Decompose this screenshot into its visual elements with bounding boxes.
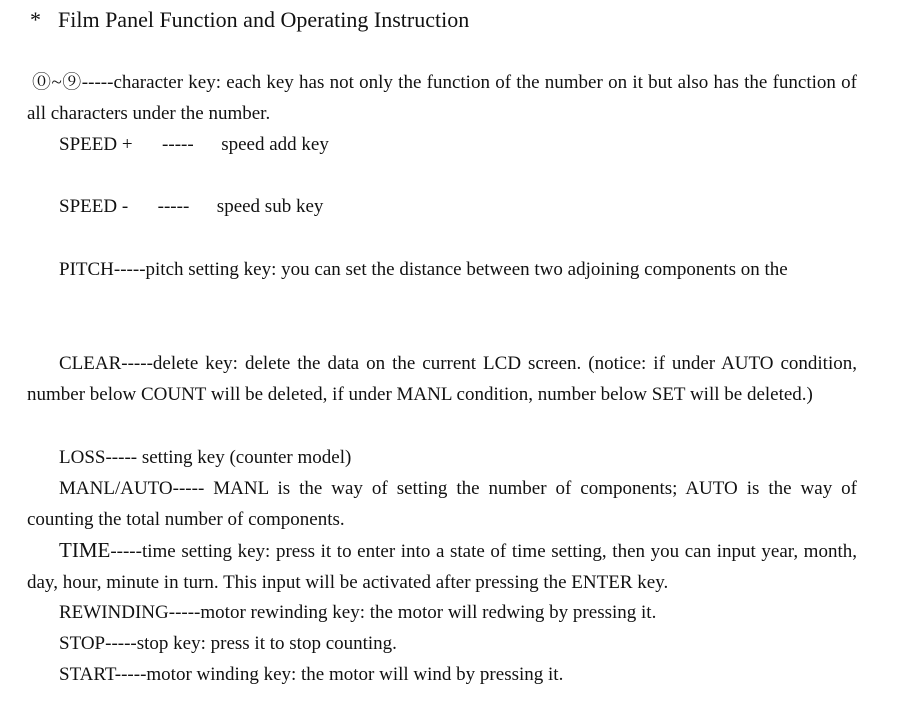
start-line: START-----motor winding key: the motor will wind by pressing it.: [59, 664, 564, 685]
time-key: TIME: [59, 538, 111, 562]
loss-line: LOSS----- setting key (counter model): [59, 447, 352, 468]
speed-sub-separator: -----: [157, 196, 190, 217]
character-key-paragraph: ⓪~⑨-----character key: each key has not only the function of the number on it but also has the function of all characters under the number.: [27, 72, 857, 124]
time-paragraph: [27, 535, 857, 598]
speed-add-line: [59, 129, 329, 160]
document-title: [30, 6, 469, 34]
speed-sub-key: SPEED -: [59, 196, 129, 217]
pitch-paragraph: PITCH-----pitch setting key: you can set the distance between two adjoining components on the: [59, 259, 788, 280]
speed-add-description: speed add key: [221, 134, 329, 155]
speed-add-separator: -----: [162, 134, 194, 155]
stop-line: STOP-----stop key: press it to stop counting.: [59, 633, 397, 654]
title-text: Film Panel Function and Operating Instruction: [58, 7, 470, 32]
clear-paragraph: CLEAR-----delete key: delete the data on the current LCD screen. (notice: if under AUTO condition, number below COUNT will be deleted, if under MANL condition, number below SET will be deleted.): [27, 353, 857, 405]
rewinding-line: REWINDING-----motor rewinding key: the motor will redwing by pressing it.: [59, 602, 657, 623]
speed-sub-line: [59, 191, 323, 222]
speed-add-key: SPEED +: [59, 134, 133, 155]
star-icon: *: [30, 7, 41, 32]
speed-sub-description: speed sub key: [216, 196, 324, 217]
time-description: -----time setting key: press it to enter into a state of time setting, then you can input year, month, day, hour, minute in turn. This input will be activated after pressing the ENTER key.: [27, 541, 857, 593]
manl-auto-paragraph: MANL/AUTO----- MANL is the way of setting the number of components; AUTO is the way of counting the total number of components.: [27, 478, 857, 530]
